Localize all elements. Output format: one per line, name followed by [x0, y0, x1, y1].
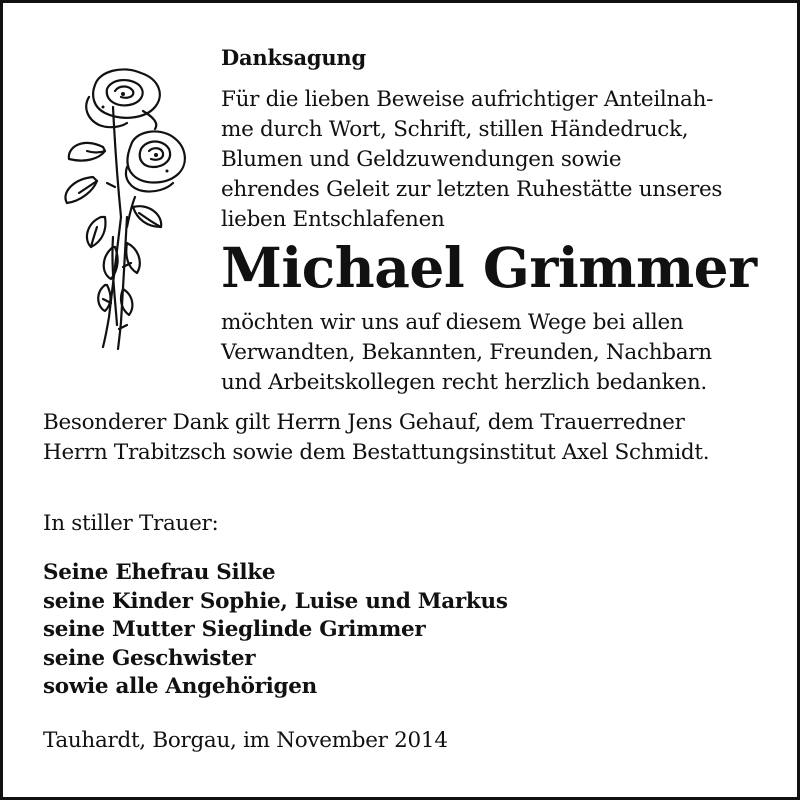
heading-danksagung: Danksagung — [221, 45, 366, 70]
special-thanks-line: Besonderer Dank gilt Herrn Jens Gehauf, dem Trauerredner — [43, 410, 685, 435]
place-date: Tauhardt, Borgau, im November 2014 — [43, 728, 448, 753]
deceased-name: Michael Grimmer — [221, 235, 757, 300]
mourner-entry: seine Geschwister — [43, 645, 256, 671]
intro-line: ehrendes Geleit zur letzten Ruhestätte unseres — [221, 177, 723, 202]
thanks-text — [221, 308, 712, 398]
special-thanks — [43, 408, 709, 468]
thanks-line: und Arbeitskollegen recht herzlich bedanken. — [221, 370, 707, 395]
intro-line: lieben Entschlafenen — [221, 207, 445, 232]
intro-line: Blumen und Geldzuwendungen sowie — [221, 147, 622, 172]
rose-icon — [43, 67, 193, 351]
thanks-line: Verwandten, Bekannten, Freunden, Nachbarn — [221, 340, 712, 365]
mourners-list — [43, 559, 508, 702]
intro-text — [221, 85, 791, 235]
intro-line: me durch Wort, Schrift, stillen Händedruck, — [221, 117, 689, 142]
mourner-entry: Seine Ehefrau Silke — [43, 560, 276, 585]
intro-line: Für die lieben Beweise aufrichtiger Anteilnah- — [221, 87, 714, 112]
mourner-entry: sowie alle Angehörigen — [43, 674, 317, 699]
mourning-label: In stiller Trauer: — [43, 511, 219, 536]
mourner-entry: seine Mutter Sieglinde Grimmer — [43, 617, 426, 642]
mourner-entry: seine Kinder Sophie, Luise und Markus — [43, 588, 508, 614]
special-thanks-line: Herrn Trabitzsch sowie dem Bestattungsinstitut Axel Schmidt. — [43, 440, 710, 465]
thanks-line: möchten wir uns auf diesem Wege bei allen — [221, 310, 684, 335]
